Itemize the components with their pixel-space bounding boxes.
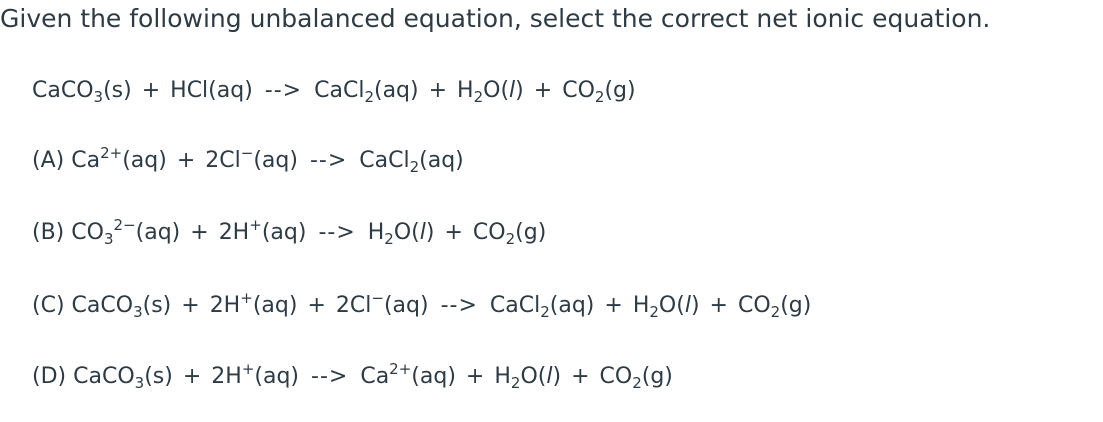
plus-sign: + [141,78,161,103]
option-label: (A) [32,148,65,173]
option-a[interactable]: (A) $Ca^{2+}(aq) + 2Cl^-(aq)$ --> CaCl$_2$(aq) [32,144,464,176]
reaction-arrow: --> [440,293,478,318]
reaction-arrow: --> [264,78,303,103]
plus-sign: + [181,293,200,318]
option-label: (C) [32,293,65,318]
reactant-caco3: CaCO$_3$(s) [32,78,132,106]
plus-sign: + [533,78,553,103]
plus-sign: + [176,148,196,173]
plus-sign: + [465,364,485,389]
option-d[interactable]: (D) CaCO$_3$(s) + 2H+(aq) --> $Ca^{2+}(aq) + H_2O(l) + CO_2(g)$ [32,360,673,392]
option-c[interactable]: (C) CaCO$_3$(s) + 2H+(aq) + 2Cl−(aq) --> CaCl$_2$(aq) + $H_2O(l) + CO_2(g)$ [32,289,812,321]
reactant-hcl: HCl(aq) [170,78,253,103]
option-label: (D) [32,364,67,389]
plus-sign: + [190,220,209,245]
plus-sign: + [444,220,463,245]
option-b[interactable]: (B) $CO_3^{2-}(aq) + 2H^+(aq)$ --> $H_2O(l) + CO_2(g)$ [32,216,547,248]
reaction-arrow: --> [309,148,348,173]
product-h2o: $H_2O(l)$ [457,78,524,106]
product-cacl2: CaCl$_2$(aq) [314,78,419,106]
plus-sign: + [709,293,728,318]
plus-sign: + [182,364,202,389]
plus-sign: + [604,293,623,318]
product-co2: $CO_2(g)$ [562,78,636,106]
plus-sign: + [307,293,326,318]
reaction-arrow: --> [311,364,349,389]
question-text: Given the following unbalanced equation, select the correct net ionic equation. [0,4,991,33]
plus-sign: + [428,78,448,103]
option-label: (B) [32,220,65,245]
reaction-arrow: --> [318,220,356,245]
unbalanced-equation [32,78,636,106]
plus-sign: + [571,364,590,389]
